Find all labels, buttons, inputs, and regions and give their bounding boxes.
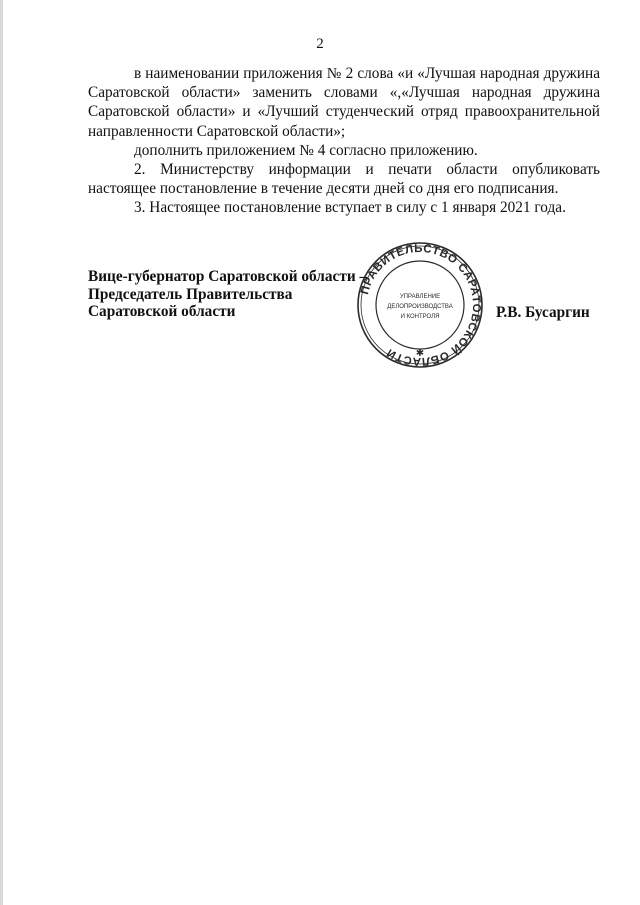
page-number: 2 [316,36,324,52]
signatory-line-1: Вице-губернатор Саратовской области – [88,268,368,285]
signatory-title [88,268,367,321]
seal-star-icon: ✱ [415,348,425,359]
signatory-line-3: Саратовской области [88,303,236,320]
seal-inner-text-2: ДЕЛОПРОИЗВОДСТВА [387,304,453,310]
paragraph-2: дополнить приложением № 4 согласно приложению. [134,141,478,159]
seal-inner-text-1: УПРАВЛЕНИЕ [399,294,441,300]
scan-edge-shadow [0,0,3,905]
signatory-line-2: Председатель Правительства [88,285,293,303]
official-seal-stamp [355,240,485,370]
paragraph-4: 3. Настоящее постановление вступает в силу с 1 января 2021 года. [134,199,566,217]
seal-inner-text-3: И КОНТРОЛЯ [400,314,440,320]
paragraph-1: в наименовании приложения № 2 слова «и «Лучшая народная дружина Саратовской области» заменить словами «,«Лучшая народная дружина Саратовской области» и «Лучший студенческий отряд правоохранительной направленности Саратовской области»; [88,65,600,140]
signer-name: Р.В. Бусаргин [496,304,590,321]
document-body [88,64,600,218]
paragraph-3: 2. Министерству информации и печати области опубликовать настоящее постановление в течение десяти дней со дня его подписания. [88,161,600,198]
seal-outer-text: ПРАВИТЕЛЬСТВО САРАТОВСКОЙ ОБЛАСТИ [359,242,483,368]
